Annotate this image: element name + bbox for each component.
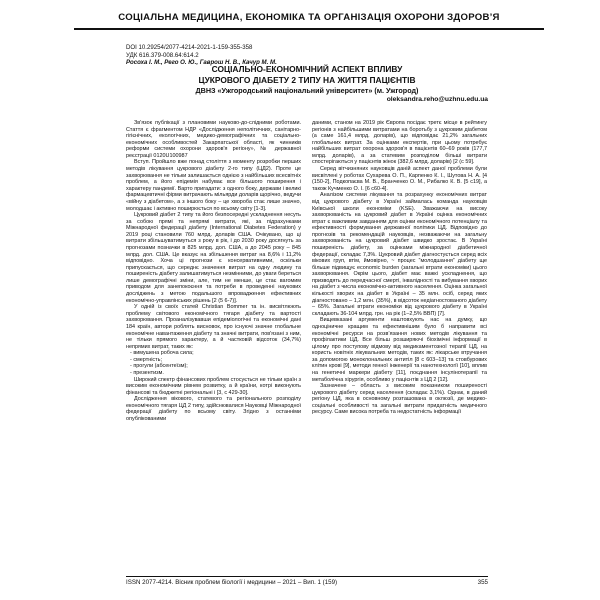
page-number: 355 [477, 579, 488, 586]
paragraph: Цукровий діабет 2 типу та його безпосередні ускладнення несуть за собою прямі та непрямі витрати, які, за підрахунками Міжнародної федерації діабету (International Diabetes Federation) у 2019 році становили 760 млрд. доларів США. Очікувано, що ці витрати збільшуватимуться з року в рік, і до 2030 року досягнуть за прогнозами позначки в 825 млрд. дол. США, а до 2045 року – 845 млрд. дол. США. Це вказує на збільшення витрат на 8,6% і 11,2% відповідно. Хоча ці прогнози є консервативними, оскільки припускається, що середнє значення витрат на одну людину та поширеність діабету залишатимуться незмінними, до уваги береться лише демографічні зміни, але, тим не менше, це стає вагомим приводом для занепокоєння та потреби в проведенні наукових досліджень з метою подальшого впровадження ефективних економічно-управлінських рішень [2 (5 6-7)]. [126, 212, 301, 304]
header-rule [74, 28, 544, 30]
paragraph: Вищевказані аргументи наштовхують нас на думку, що одноціничне кращим та ефективнішим було б направити всі економічні ресурси на розв’язання нових методів лікування та профілактики ЦД. Все більш розширяючі біохімічні інформації в цілому про поступову відмову від медикаментозної терапії ЦД, на користь новітніх лікувальних методів, таких як: лікарське втручання за допомогою моноклональних антитіл [8 с 603–13] та стовбурових клітин крові [9], методи генної інженерії та нанотехнології [10], вплив на генетичні маркери діабету [11], поєднання інсулінотерапії та метаболічна хірургія, особливо у пацієнтів з ЦД 2 [12]. [312, 317, 487, 383]
title-line: СОЦІАЛЬНО-ЕКОНОМІЧНИЙ АСПЕКТ ВПЛИВУ [211, 64, 403, 74]
footer-citation: ISSN 2077-4214. Вісник проблем біології і медицини – 2021 – Вип. 1 (159) [126, 579, 338, 586]
title-line: ЦУКРОВОГО ДІАБЕТУ 2 ТИПУ НА ЖИТТЯ ПАЦІЄНТІВ [198, 74, 416, 85]
list-item: - смертність; [130, 356, 162, 363]
list-item: - вимушена робоча сила; [130, 350, 194, 357]
paragraph: Зв'язок публікації з плановими науково-до-слідними роботами. Стаття є фрагментом НДР «Дослідження неполітичних, санітарно-гігієнічних, екологічних, медико-демографічних та соціально-економічних особливостей Закарпатської області, як чинників реформи системи охорони здоров'я регіону», № державної реєстрації 0120U100987 [126, 120, 301, 159]
authors-line: Росоха І. М., Рего О. Ю., Гаврош Н. В., Качур М. М. [126, 59, 277, 67]
list-item: - презентизм. [130, 369, 164, 376]
left-column [126, 120, 301, 423]
paragraph: Зазначене – область з високим показником поширеності цукрового діабету серед населення (складає 3,1%). Однак, в даний регіону ЦД, яка в основному розташована в оклюзії, де медико-соціальні особливості та загальні витрати придатність медичного ресурсу. Саме висока потреба та недостатність інформації [312, 383, 487, 416]
paragraph: У одній із своїх статей Christian Bommer та ін. висвітлюють проблему світового економічного тягаря діабету та вартості захворювання. Проаналізувавши епідеміологічні та економічні дані 184 країн, автори роблять висновок, про існуючі значне глобальне економічне навантаження діабету та значні витрати, пов'язані з ним, не тільки прямого характеру, а й частковій відсоток (34,7%) непрямих витрат, таких як: [126, 304, 301, 350]
paragraph: Широкий спектр фінансових проблем стосується не тільки країн з високим економічним рівнем розвитку, а й країни, котрі виконують фінансові та бюджетні регіональні і [3, с 429-30]. [126, 376, 301, 396]
journal-header: СОЦІАЛЬНА МЕДИЦИНА, ЕКОНОМІКА ТА ОРГАНІЗАЦІЯ ОХОРОНИ ЗДОРОВ’Я [118, 12, 500, 23]
footer-rule [126, 576, 488, 577]
right-column [312, 120, 487, 416]
contact-email[interactable]: oleksandra.reho@uzhnu.edu.ua [386, 96, 488, 103]
paragraph: Дослідження вікового, статевого та регіонального розподілу економічного тягаря ЦД 2 типу, здійснювалися Науковці Міжнародної федерації діабету по всьому світу. Згідно з останніми опублікованими [126, 396, 301, 423]
paragraph: даними, станом на 2019 рік Європа посідає третє місце в рейтингу регіонів з найбільшими витратами на боротьбу з цукровим діабетом (а саме 161,4 млрд. доларів), що відповідає 21,2% загальних глобальних витрат. За оцінками експертів, при цьому потребує найбільших витрат охорона здоров'я в пацієнтів 60–69 років (177,7 млрд. доларів), а за статевим розподілом більші витрати спостерігаються у пацієнтів жінок (382,6 млрд. доларів) [2 (с 59]. [312, 120, 487, 166]
article-title [126, 64, 488, 95]
doi-line: DOI 10.29254/2077-4214-2021-1-159-355-358 [126, 44, 253, 51]
paragraph: Серед вітчизняних науковців даній аспект даної проблеми були висвітлені у роботах Сухарева О. П., Карпенко К. І., Шутова Н. А. [4 (150-2], Подкопаєва М. В., Бранченко О. М., Рибалко К. В. [5 с19], а також Кучменко О. І. [6 с60-4]. [312, 166, 487, 192]
paragraph: Аналізом системи лікування та розрахунку економічних витрат від цукрового діабету в Україні займалась команда науковців Київської школи економіки (KSE). Зважаючи на високу захворюваність на цукровий діабет в Україні оцінка економічних втрат є важливим завданням для оцінки економічного потенціалу та ефективності формування державної політики ЦД. Відповідно до прогнозів та рекомендацій науковців, незважаючи на загальну захворюваність на цукровий діабет швидко зростає. В Україні поширеність діабету, за оцінками міжнародної діабетичної федерації, складає 7,3%. Цукровий діабет діагностується серед всіх вікових груп, втім, ймовірно, ~ процес “молодшання” діабету ще більше підвищує economic burden (загальні втрати економіки) цього захворювання. Окрім цього, діабет має важкі ускладнення, що призводять до передчасної смерті, інвалідності та вибування хворих на діабет з числа економічно-активного населення. Оцінка загальної кількості хворих на діабет в Україні – 35 млн. осіб, серед яких діагностовано – 1,2 млн. (35%), в відсоток недіагностованого діабету – 65%. Загальні втрати економіки від цукрового діабету в Україні складають 36-104 млрд. грн. на рік (1–2,5% ВВП) [7]. [312, 192, 487, 317]
affiliation: ДВНЗ «Ужгородський національний університет» (м. Ужгород) [195, 85, 419, 95]
bullet-list [126, 350, 301, 376]
list-item: - прогули (абсентеїзм); [130, 363, 188, 370]
paragraph: Вступ. Пройшло вже понад століття з моменту розробки перших методів лікування цукрового діабету 2-го типу (ЦД2). Проте це захворювання не тільки залишається однією з найбільших всесвітніх проблем, а його епідемія набуває все більшого поширення і характеру пандемії. Варто пригадати: з одного боку, держави і великі фармацевтичні фірми витрачають мільярди доларів щорічно, ведучи «війну з діабетом», а з іншого боку – це хвороба стає лише значно, молодшає і активно поширюється по всьому світу [1-3]. [126, 159, 301, 212]
udk-line: УДК 616.379-008.64:614.2 [126, 51, 199, 59]
